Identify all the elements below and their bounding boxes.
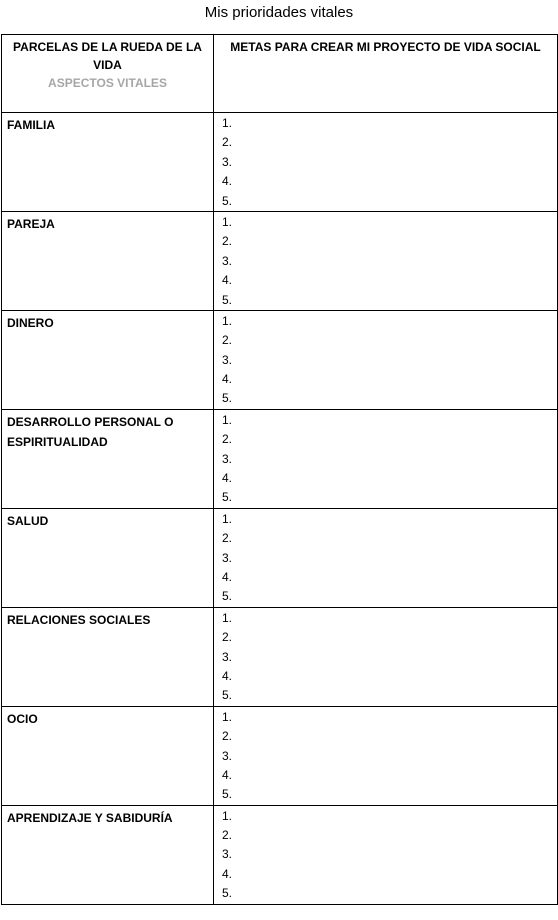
priorities-table	[1, 34, 558, 905]
header-goals-cell	[214, 35, 558, 113]
table-row	[2, 310, 558, 409]
life-area-label: SALUD	[2, 508, 214, 607]
goal-list-item: 3.	[222, 154, 233, 169]
goal-list-item: 3.	[222, 550, 233, 565]
table-header-row	[2, 35, 558, 113]
goal-list-item: 5.	[222, 292, 233, 307]
goal-list-item: 2.	[222, 630, 233, 645]
goal-list-item: 2.	[222, 135, 233, 150]
goals-cell	[214, 607, 558, 706]
goal-list-item: 1.	[222, 412, 233, 427]
goals-cell	[214, 211, 558, 310]
table-row	[2, 805, 558, 904]
goal-list	[214, 609, 557, 706]
life-area-label: RELACIONES SOCIALES	[2, 607, 214, 706]
goal-list-item: 2.	[222, 333, 233, 348]
life-area-label: FAMILIA	[2, 113, 214, 212]
goal-list-item: 4.	[222, 174, 233, 189]
goal-list-item: 3.	[222, 847, 233, 862]
life-area-label: PAREJA	[2, 211, 214, 310]
table-row	[2, 211, 558, 310]
header-goals-label: METAS PARA CREAR MI PROYECTO DE VIDA SOCIAL	[230, 40, 541, 54]
goal-list-item: 4.	[222, 273, 233, 288]
goal-list-item: 5.	[222, 589, 233, 604]
table-row	[2, 706, 558, 805]
goal-list-item: 2.	[222, 432, 233, 447]
goal-list-item: 4.	[222, 471, 233, 486]
header-areas-cell	[2, 35, 214, 113]
goal-list-item: 5.	[222, 787, 233, 802]
goals-cell	[214, 113, 558, 212]
page-title: Mis prioridades vitales	[204, 4, 354, 21]
header-areas-label: PARCELAS DE LA RUEDA DE LA VIDA	[13, 40, 202, 72]
goal-list-item: 4.	[222, 668, 233, 683]
goal-list-item: 1.	[222, 214, 233, 229]
goal-list-item: 3.	[222, 352, 233, 367]
goals-cell	[214, 409, 558, 508]
goal-list-item: 1.	[222, 313, 233, 328]
goals-cell	[214, 706, 558, 805]
goal-list-item: 1.	[222, 610, 233, 625]
goal-list	[214, 312, 557, 409]
life-area-label: DINERO	[2, 310, 214, 409]
goal-list-item: 1.	[222, 116, 233, 130]
goal-list-item: 3.	[222, 253, 233, 268]
goal-list-item: 4.	[222, 866, 233, 881]
goal-list-item: 5.	[222, 490, 233, 505]
goal-list-item: 1.	[222, 808, 233, 823]
goal-list-item: 2.	[222, 828, 233, 843]
goal-list-item: 1.	[222, 511, 233, 526]
table-body	[2, 113, 558, 905]
goal-list-item: 5.	[222, 688, 233, 703]
goal-list-item: 1.	[222, 709, 233, 724]
goal-list-item: 3.	[222, 451, 233, 466]
goal-list	[214, 807, 557, 904]
goal-list-item: 3.	[222, 748, 233, 763]
goal-list-item: 5.	[222, 193, 233, 208]
goals-cell	[214, 508, 558, 607]
goal-list-item: 2.	[222, 729, 233, 744]
goals-cell	[214, 310, 558, 409]
table-row	[2, 607, 558, 706]
goals-cell	[214, 805, 558, 904]
goal-list-item: 3.	[222, 649, 233, 664]
life-area-label: OCIO	[2, 706, 214, 805]
goal-list	[214, 213, 557, 310]
goal-list	[214, 411, 557, 508]
goal-list-item: 5.	[222, 391, 233, 406]
goal-list-item: 2.	[222, 234, 233, 249]
goal-list-item: 2.	[222, 531, 233, 546]
goal-list	[214, 708, 557, 805]
table-row	[2, 409, 558, 508]
life-area-label: APRENDIZAJE Y SABIDURÍA	[2, 805, 214, 904]
goal-list-item: 5.	[222, 886, 233, 901]
table-row	[2, 508, 558, 607]
header-areas-sublabel: ASPECTOS VITALES	[48, 76, 167, 90]
goal-list-item: 4.	[222, 767, 233, 782]
goal-list	[214, 510, 557, 607]
goal-list-item: 4.	[222, 372, 233, 387]
goal-list	[214, 114, 557, 211]
table-row	[2, 113, 558, 212]
goal-list-item: 4.	[222, 569, 233, 584]
life-area-label: DESARROLLO PERSONAL O ESPIRITUALIDAD	[2, 409, 214, 508]
